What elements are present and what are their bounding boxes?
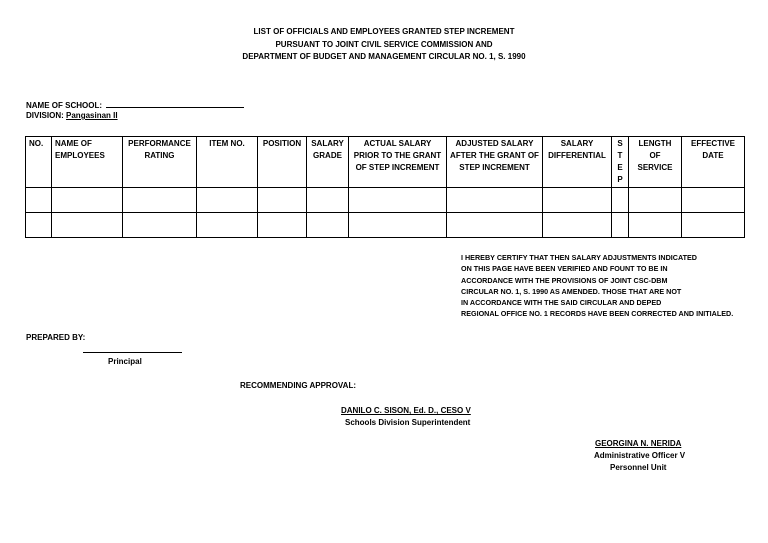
table-cell[interactable] <box>349 188 447 213</box>
col-header-no: NO. <box>26 137 52 188</box>
division-value: Pangasinan II <box>66 111 118 120</box>
col-header-performance-rating: PERFORMANCE RATING <box>123 137 197 188</box>
col-header-name: NAME OF EMPLOYEES <box>52 137 123 188</box>
principal-signature-line <box>83 344 182 353</box>
division-field <box>26 111 118 120</box>
document-title <box>0 26 768 64</box>
title-line-1: LIST OF OFFICIALS AND EMPLOYEES GRANTED STEP INCREMENT <box>253 27 515 36</box>
certification-block <box>461 252 733 320</box>
col-header-salary-grade: SALARY GRADE <box>307 137 349 188</box>
table-cell[interactable] <box>26 188 52 213</box>
recommending-approval-label: RECOMMENDING APPROVAL: <box>240 381 356 390</box>
officer-unit: Personnel Unit <box>610 463 667 472</box>
officer-title: Administrative Officer V <box>594 451 686 460</box>
table-cell[interactable] <box>258 213 307 238</box>
table-cell[interactable] <box>682 188 745 213</box>
superintendent-title: Schools Division Superintendent <box>345 418 471 427</box>
table-cell[interactable] <box>52 213 123 238</box>
certification-line: I HEREBY CERTIFY THAT THEN SALARY ADJUSTMENTS INDICATED <box>461 253 698 262</box>
school-value-line <box>106 99 244 108</box>
table-cell[interactable] <box>543 188 612 213</box>
table-cell[interactable] <box>307 213 349 238</box>
certification-line: ON THIS PAGE HAVE BEEN VERIFIED AND FOUNT TO BE IN <box>461 264 668 274</box>
table-cell[interactable] <box>26 213 52 238</box>
col-header-position: POSITION <box>258 137 307 188</box>
step-label: S T E P <box>617 139 623 184</box>
division-label: DIVISION: <box>26 111 64 120</box>
certification-line: ACCORDANCE WITH THE PROVISIONS OF JOINT CSC-DBM <box>461 275 668 285</box>
table-cell[interactable] <box>629 188 682 213</box>
school-label: NAME OF SCHOOL: <box>26 101 102 110</box>
table-cell[interactable] <box>629 213 682 238</box>
col-header-adjusted-salary: ADJUSTED SALARY AFTER THE GRANT OF STEP INCREMENT <box>447 137 543 188</box>
table-cell[interactable] <box>123 213 197 238</box>
step-increment-table <box>25 136 745 238</box>
col-header-effective-date: EFFECTIVE DATE <box>682 137 745 188</box>
col-header-item-no: ITEM NO. <box>197 137 258 188</box>
principal-title: Principal <box>108 357 142 366</box>
title-line-2: PURSUANT TO JOINT CIVIL SERVICE COMMISSION AND <box>275 39 493 49</box>
table-cell[interactable] <box>447 213 543 238</box>
superintendent-name: DANILO C. SISON, Ed. D., CESO V <box>341 406 471 415</box>
table-cell[interactable] <box>349 213 447 238</box>
table-cell[interactable] <box>307 188 349 213</box>
col-header-actual-salary: ACTUAL SALARY PRIOR TO THE GRANT OF STEP INCREMENT <box>349 137 447 188</box>
table-cell[interactable] <box>197 213 258 238</box>
school-field <box>26 99 244 110</box>
table-cell[interactable] <box>197 188 258 213</box>
table-cell[interactable] <box>682 213 745 238</box>
table-row <box>26 213 745 238</box>
col-header-salary-differential: SALARY DIFFERENTIAL <box>543 137 612 188</box>
col-header-length-of-service: LENGTH OF SERVICE <box>629 137 682 188</box>
certification-line: IN ACCORDANCE WITH THE SAID CIRCULAR AND DEPED <box>461 298 662 308</box>
col-header-step <box>612 137 629 188</box>
table-cell[interactable] <box>52 188 123 213</box>
prepared-by-label: PREPARED BY: <box>26 333 86 342</box>
table-header-row <box>26 137 745 188</box>
officer-name: GEORGINA N. NERIDA <box>595 439 682 448</box>
table-cell[interactable] <box>123 188 197 213</box>
certification-line: REGIONAL OFFICE NO. 1 RECORDS HAVE BEEN CORRECTED AND INITIALED. <box>461 309 734 319</box>
title-line-3: DEPARTMENT OF BUDGET AND MANAGEMENT CIRCULAR NO. 1, S. 1990 <box>242 52 526 61</box>
certification-line: CIRCULAR NO. 1, S. 1990 AS AMENDED. THOSE THAT ARE NOT <box>461 286 682 296</box>
table-cell[interactable] <box>612 213 629 238</box>
table-cell[interactable] <box>447 188 543 213</box>
table-cell[interactable] <box>258 188 307 213</box>
table-row <box>26 188 745 213</box>
table-cell[interactable] <box>543 213 612 238</box>
table-cell[interactable] <box>612 188 629 213</box>
